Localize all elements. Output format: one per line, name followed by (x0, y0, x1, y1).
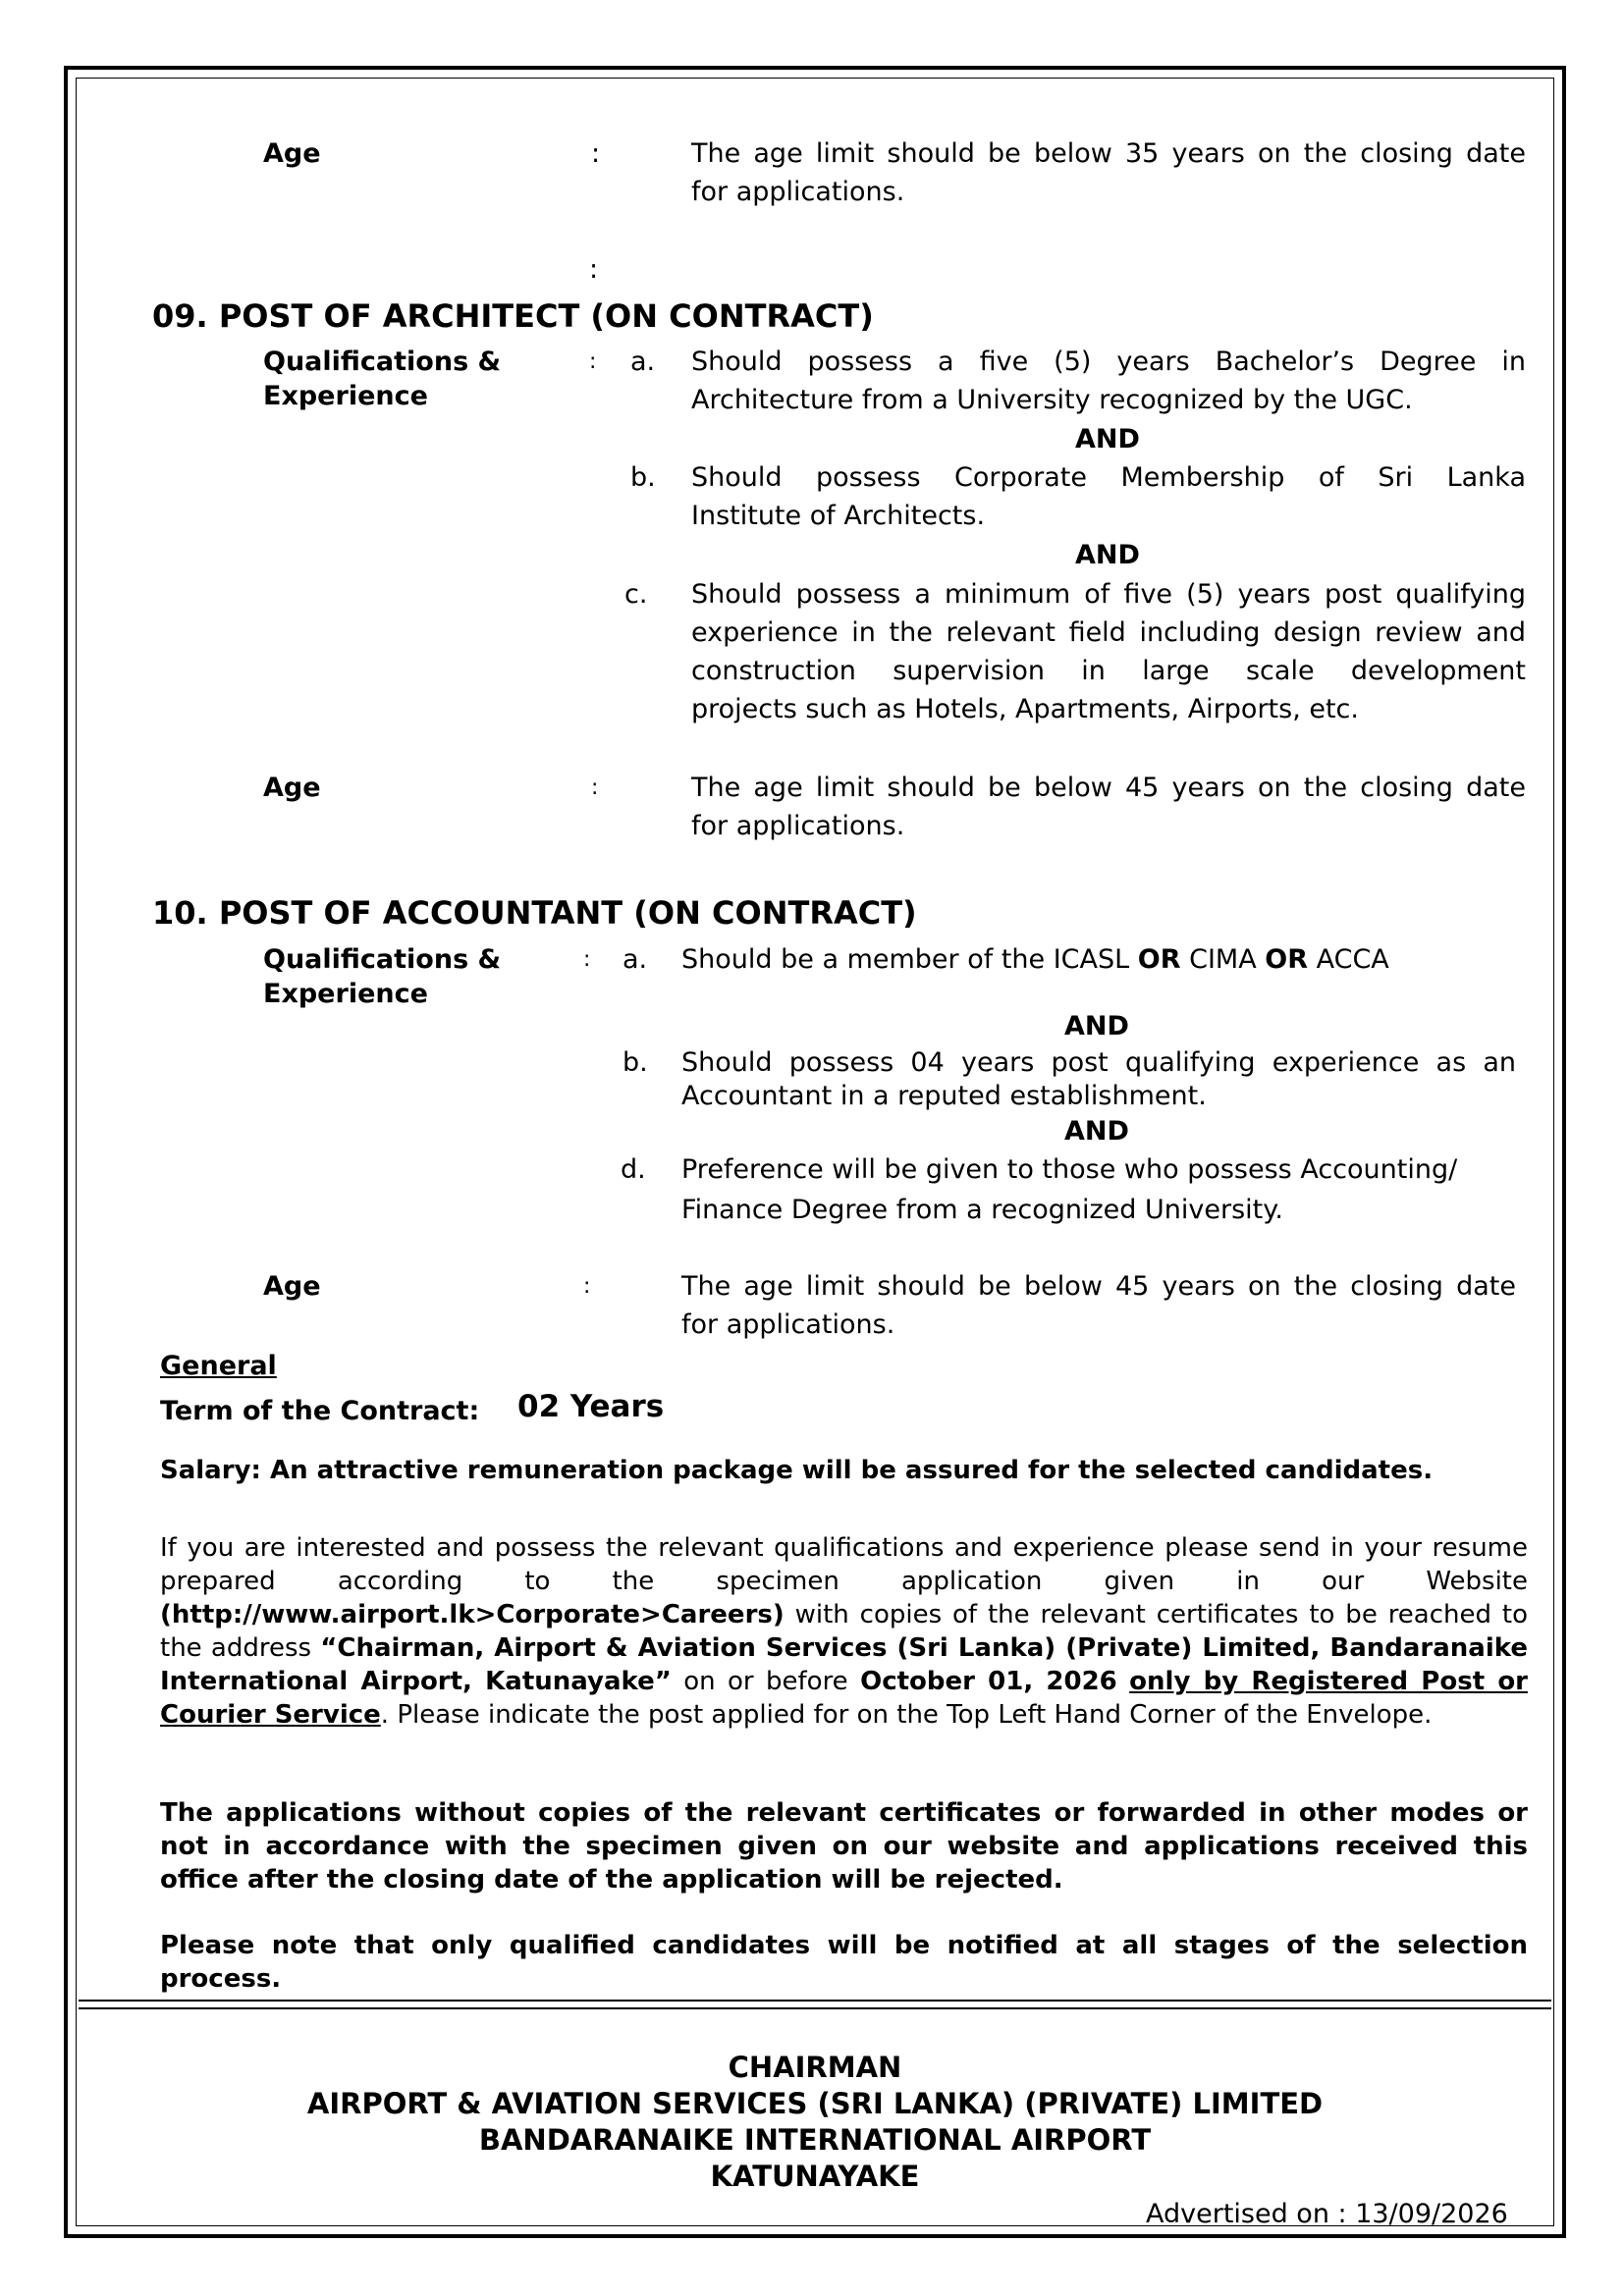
s09-item-c-line4: projects such as Hotels, Apartments, Airports, etc. (691, 694, 1359, 724)
general-heading: General (160, 1351, 277, 1381)
s09-item-c-line2: experience in the relevant field including design review and (691, 617, 1526, 648)
s09-item-c-line3: construction supervision in large scale development (691, 656, 1526, 686)
s10-age-label: Age (263, 1271, 321, 1302)
s09-qual-label-2: Experience (263, 381, 428, 411)
selection-note: Please note that only qualified candidates will be notified at all stages of the selection process. (160, 1931, 1528, 1994)
s09-item-b-line2: Institute of Architects. (691, 501, 986, 531)
s09-item-c-line1: Should possess a minimum of five (5) years post qualifying (691, 579, 1526, 610)
footer-location: KATUNAYAKE (710, 2160, 920, 2193)
s10-qual-label-1: Qualifications & (263, 944, 502, 975)
s10-marker-d: d. (621, 1154, 646, 1185)
s09-qual-colon: : (589, 349, 597, 374)
s08-age-text-line1: The age limit should be below 35 years on the closing date (691, 138, 1526, 169)
footer-chairman: CHAIRMAN (728, 2051, 902, 2084)
s09-age-text-line1: The age limit should be below 45 years on the closing date (691, 773, 1526, 803)
s09-age-colon: : (591, 775, 599, 800)
s09-and-1: AND (1075, 424, 1140, 454)
s10-and-1: AND (1064, 1011, 1129, 1041)
s09-marker-a: a. (630, 347, 656, 377)
s09-item-a-line1: Should possess a five (5) years Bachelor’s Degree in (691, 347, 1526, 377)
salary-line: Salary: An attractive remuneration package will be assured for the selected candidates. (160, 1456, 1434, 1485)
s09-heading: 09. POST OF ARCHITECT (ON CONTRACT) (152, 297, 874, 335)
s10-item-b-line1: Should possess 04 years post qualifying experience as an (681, 1047, 1516, 1078)
s08-age-label: Age (263, 138, 321, 169)
s10-marker-a: a. (623, 944, 648, 975)
rejection-warning: The applications without copies of the relevant certificates or forwarded in other modes or not in accordance with the specimen given on our website and applications received this office after the closing date of the application will be rejected. (160, 1798, 1528, 1895)
s10-age-colon: : (583, 1274, 591, 1299)
footer-airport: BANDARANAIKE INTERNATIONAL AIRPORT (478, 2123, 1152, 2157)
s08-age-colon: : (591, 138, 601, 169)
s09-age-text-line2: for applications. (691, 811, 905, 841)
s09-marker-b: b. (630, 462, 656, 493)
s10-and-2: AND (1064, 1116, 1129, 1147)
s10-item-b-line2: Accountant in a reputed establishment. (681, 1081, 1207, 1111)
s10-item-d-line2: Finance Degree from a recognized University. (681, 1195, 1283, 1225)
s10-marker-b: b. (623, 1047, 648, 1078)
term-of-contract-label: Term of the Contract: (160, 1396, 480, 1426)
application-instructions: If you are interested and possess the relevant qualifications and experience please send in your resume prepared according to the specimen application given in our Website (http://www.airport.lk>Corporate>Careers) with copies of the relevant certificates to be reached to the address “Chairman, Airport & Aviation Services (Sri Lanka) (Private) Limited, Bandaranaike International Airport, Katunayake” on or before October 01, 2026 only by Registered Post or Courier Service. Please indicate the post applied for on the Top Left Hand Corner of the Envelope. (160, 1533, 1528, 1730)
s09-item-a-line2: Architecture from a University recognized by the UGC. (691, 385, 1413, 415)
s10-heading: 10. POST OF ACCOUNTANT (ON CONTRACT) (152, 894, 917, 932)
s10-item-d-line1: Preference will be given to those who possess Accounting/ (681, 1154, 1458, 1185)
s10-item-a: Should be a member of the ICASL OR CIMA OR ACCA (681, 944, 1389, 975)
s10-qual-label-2: Experience (263, 979, 428, 1009)
s09-qual-label-1: Qualifications & (263, 347, 502, 377)
s10-age-text-line2: for applications. (681, 1309, 895, 1340)
footer-rule-top (79, 2000, 1551, 2002)
s09-marker-c: c. (624, 579, 648, 610)
s09-age-label: Age (263, 773, 321, 803)
s09-and-2: AND (1075, 540, 1140, 570)
s10-age-text-line1: The age limit should be below 45 years on the closing date (681, 1271, 1516, 1302)
s10-qual-colon: : (583, 947, 591, 972)
advertised-date: Advertised on : 13/09/2026 (1146, 2199, 1508, 2229)
stray-colon: : (589, 254, 599, 285)
footer-organization: AIRPORT & AVIATION SERVICES (SRI LANKA) (PRIVATE) LIMITED (306, 2087, 1324, 2120)
s09-item-b-line1: Should possess Corporate Membership of Sri Lanka (691, 462, 1526, 493)
footer-rule-bottom (79, 2007, 1551, 2009)
s08-age-text-line2: for applications. (691, 177, 905, 207)
term-of-contract-value: 02 Years (517, 1389, 665, 1424)
